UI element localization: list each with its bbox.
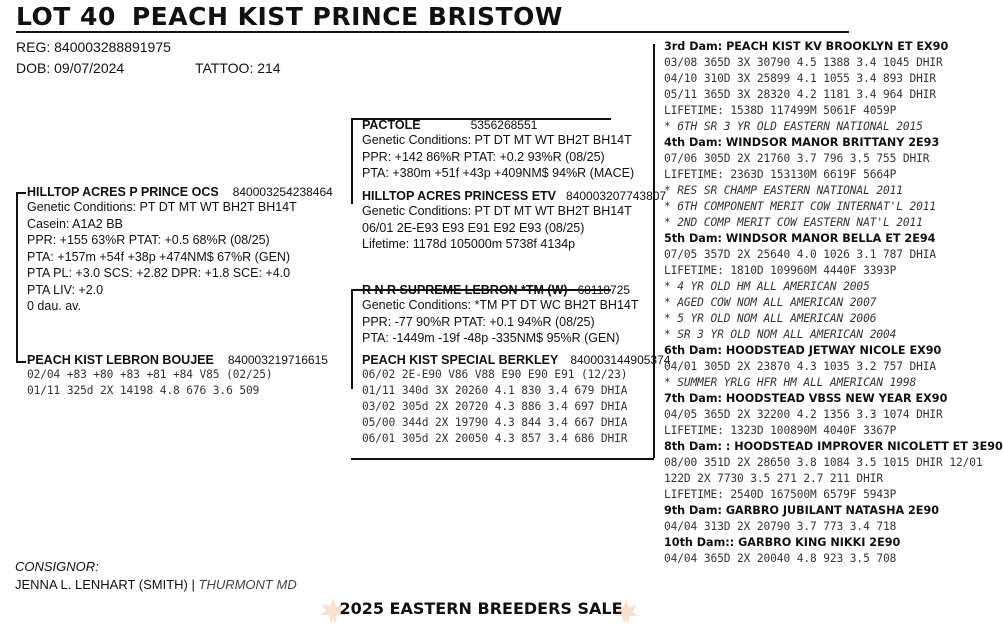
dam-block — [27, 353, 328, 399]
dam-name: PEACH KIST LEBRON BOUJEE — [27, 353, 214, 367]
ancestor-dam-heading: 8th Dam: : HOODSTEAD IMPROVER NICOLETT ET 3E90 — [664, 440, 1003, 453]
record-line: 04/10 310D 3X 25899 4.1 1055 3.4 893 DHIR — [664, 72, 937, 85]
dam-sire-name: R N R SUPREME LEBRON *TM (W) — [362, 283, 568, 297]
record-line: 04/05 365D 2X 32200 4.2 1356 3.3 1074 DHIR — [664, 408, 943, 421]
record-line: LIFETIME: 1810D 109960M 4440F 3393P — [664, 264, 897, 277]
dam-dam-detail-line: 01/11 340d 3X 20260 4.1 830 3.4 679 DHIA — [362, 384, 628, 397]
dam-reg: 840003219716615 — [227, 353, 328, 367]
sire-detail-line: PPR: +155 63%R PTAT: +0.5 68%R (08/25) — [27, 233, 270, 247]
sire-name: HILLTOP ACRES P PRINCE OCS — [27, 185, 219, 199]
bracket-dam-parents — [351, 289, 353, 389]
sire-sire-block — [362, 118, 634, 182]
lot-title — [16, 2, 563, 31]
award-line: * 5 YR OLD NOM ALL AMERICAN 2006 — [664, 312, 877, 325]
sire-sire-name-line — [362, 118, 634, 132]
award-line: * SR 3 YR OLD NOM ALL AMERICAN 2004 — [664, 328, 897, 341]
sire-name-line — [27, 185, 333, 199]
sire-detail-line: Casein: A1A2 BB — [27, 216, 123, 231]
sire-dam-reg: 840003207743807 — [566, 189, 667, 203]
dam-sire-detail-line: PPR: -77 90%R PTAT: +0.1 94%R (08/25) — [362, 314, 595, 329]
sire-detail-line: 0 dau. av. — [27, 299, 81, 313]
reg-number: REG: 840003288891975 — [16, 39, 171, 55]
extended-pedigree — [664, 39, 1003, 567]
ancestor-dam-heading: 6th Dam: HOODSTEAD JETWAY NICOLE EX90 — [664, 344, 942, 357]
sire-dam-detail-line: Lifetime: 1178d 105000m 5738f 4134p — [362, 237, 576, 251]
sire-details — [27, 199, 333, 315]
ancestor-dam-heading: 5th Dam: WINDSOR MANOR BELLA ET 2E94 — [664, 232, 936, 245]
ancestor-dam-heading: 7th Dam: HOODSTEAD VBSS NEW YEAR EX90 — [664, 392, 948, 405]
dam-sire-detail-line: PTA: -1449m -19f -48p -335NM$ 95%R (GEN) — [362, 331, 620, 345]
sire-dam-block — [362, 189, 666, 253]
ancestor-dam-heading: 3rd Dam: PEACH KIST KV BROOKLYN ET EX90 — [664, 40, 949, 53]
sire-dam-name: HILLTOP ACRES PRINCESS ETV — [362, 189, 557, 203]
ancestor-dam-heading: 10th Dam:: GARBRO KING NIKKI 2E90 — [664, 536, 901, 549]
record-line: 04/01 305D 2X 23870 4.3 1035 3.2 757 DHIA — [664, 360, 937, 373]
record-line: 03/08 365D 3X 30790 4.5 1388 3.4 1045 DHIR — [664, 56, 943, 69]
tattoo: TATTOO: 214 — [195, 60, 281, 76]
bracket-extended-bottom — [351, 458, 654, 460]
record-line: LIFETIME: 1323D 100890M 4040F 3367P — [664, 424, 897, 437]
dam-sire-name-line — [362, 283, 638, 297]
animal-title: PEACH KIST PRINCE BRISTOW — [131, 2, 563, 31]
sire-sire-details — [362, 132, 634, 182]
award-line: * 2ND COMP MERIT COW EASTERN NAT'L 2011 — [664, 216, 923, 229]
sire-dam-detail-line: 06/01 2E-E93 E93 E91 E92 E93 (08/25) — [362, 220, 585, 235]
record-line: LIFETIME: 2363D 153130M 6619F 5664P — [664, 168, 897, 181]
bracket-sire-parents — [351, 118, 353, 204]
sire-sire-detail-line: PTA: +380m +51f +43p +409NM$ 94%R (MACE) — [362, 166, 635, 180]
dob: DOB: 09/07/2024 — [16, 60, 125, 76]
dam-details — [27, 367, 328, 399]
sire-reg: 840003254238464 — [232, 185, 333, 199]
title-rule — [16, 31, 849, 33]
award-line: * RES SR CHAMP EASTERN NATIONAL 2011 — [664, 184, 903, 197]
award-line: * AGED COW NOM ALL AMERICAN 2007 — [664, 296, 877, 309]
consignor-line — [15, 577, 297, 592]
dam-sire-reg: 68118725 — [577, 283, 631, 297]
sale-name: 2025 EASTERN BREEDERS SALE — [339, 599, 623, 618]
sire-dam-name-line — [362, 189, 666, 203]
bracket-sire-tick — [16, 192, 26, 194]
award-line: * 6TH SR 3 YR OLD EASTERN NATIONAL 2015 — [664, 120, 923, 133]
dam-dam-name-line — [362, 353, 670, 367]
dam-sire-details — [362, 297, 638, 347]
dam-name-line — [27, 353, 328, 367]
record-line: 04/04 313D 2X 20790 3.7 773 3.4 718 — [664, 520, 897, 533]
sire-detail-line: PTA: +157m +54f +38p +474NM$ 67%R (GEN) — [27, 249, 291, 264]
dam-dam-detail-line: 06/01 305d 2X 20050 4.3 857 3.4 686 DHIR — [362, 432, 628, 445]
sire-dam-details — [362, 203, 666, 253]
lot-number: LOT 40 — [16, 2, 116, 31]
dam-detail-line: 01/11 325d 2X 14198 4.8 676 3.6 509 — [27, 384, 260, 397]
sire-dam-detail-line: Genetic Conditions: PT DT MT WT BH2T BH14T — [362, 204, 632, 218]
dam-dam-details — [362, 367, 670, 447]
sire-sire-detail-line: PPR: +142 86%R PTAT: +0.2 93%R (08/25) — [362, 149, 605, 164]
record-line: 04/04 365D 2X 20040 4.8 923 3.5 708 — [664, 552, 897, 565]
record-line: LIFETIME: 2540D 167500M 6579F 5943P — [664, 488, 897, 501]
record-line: LIFETIME: 1538D 117499M 5061F 4059P — [664, 104, 897, 117]
dam-detail-line: 02/04 +83 +80 +83 +81 +84 V85 (02/25) — [27, 368, 273, 381]
bracket-dam-tick — [16, 361, 26, 363]
bracket-sire-dam — [16, 192, 18, 362]
ancestor-dam-heading: 4th Dam: WINDSOR MANOR BRITTANY 2E93 — [664, 136, 940, 149]
record-line: 07/06 305D 2X 21760 3.7 796 3.5 755 DHIR — [664, 152, 930, 165]
dam-dam-name: PEACH KIST SPECIAL BERKLEY — [362, 353, 559, 367]
sire-block — [27, 185, 333, 315]
consignor-label: CONSIGNOR: — [15, 559, 99, 574]
record-line: 07/05 357D 2X 25640 4.0 1026 3.1 787 DHIA — [664, 248, 937, 261]
record-line: 122D 2X 7730 3.5 271 2.7 211 DHIR — [664, 472, 883, 485]
award-line: * SUMMER YRLG HFR HM ALL AMERICAN 1998 — [664, 376, 917, 389]
dam-dam-block — [362, 353, 670, 447]
dam-sire-detail-line: Genetic Conditions: *TM PT DT WC BH2T BH14T — [362, 298, 639, 312]
sire-sire-reg: 5356268551 — [470, 118, 538, 132]
sire-detail-line: PTA PL: +3.0 SCS: +2.82 DPR: +1.8 SCE: +4.0 — [27, 266, 291, 280]
sire-sire-name: PACTOLE — [362, 118, 421, 132]
consignor-location: THURMONT MD — [198, 577, 297, 592]
record-line: 08/00 351D 2X 28650 3.8 1084 3.5 1015 DHIR 12/01 — [664, 456, 983, 469]
sire-detail-line: PTA LIV: +2.0 — [27, 282, 104, 297]
consignor-name: JENNA L. LENHART (SMITH) — [15, 577, 188, 592]
dam-dam-detail-line: 05/00 344d 2X 19790 4.3 844 3.4 667 DHIA — [362, 416, 628, 429]
sire-sire-detail-line: Genetic Conditions: PT DT MT WT BH2T BH14T — [362, 133, 632, 147]
award-line: * 4 YR OLD HM ALL AMERICAN 2005 — [664, 280, 870, 293]
sire-detail-line: Genetic Conditions: PT DT MT WT BH2T BH14T — [27, 200, 297, 214]
ancestor-dam-heading: 9th Dam: GARBRO JUBILANT NATASHA 2E90 — [664, 504, 940, 517]
dam-dam-detail-line: 03/02 305d 2X 20720 4.3 886 3.4 697 DHIA — [362, 400, 628, 413]
award-line: * 6TH COMPONENT MERIT COW INTERNAT'L 2011 — [664, 200, 937, 213]
dam-sire-block — [362, 283, 638, 347]
dam-dam-detail-line: 06/02 2E-E90 V86 V88 E90 E90 E91 (12/23) — [362, 368, 628, 381]
consignor-separator: | — [187, 577, 199, 592]
record-line: 05/11 365D 3X 28320 4.2 1181 3.4 964 DHIR — [664, 88, 937, 101]
dam-dam-reg: 840003144905374 — [570, 353, 671, 367]
